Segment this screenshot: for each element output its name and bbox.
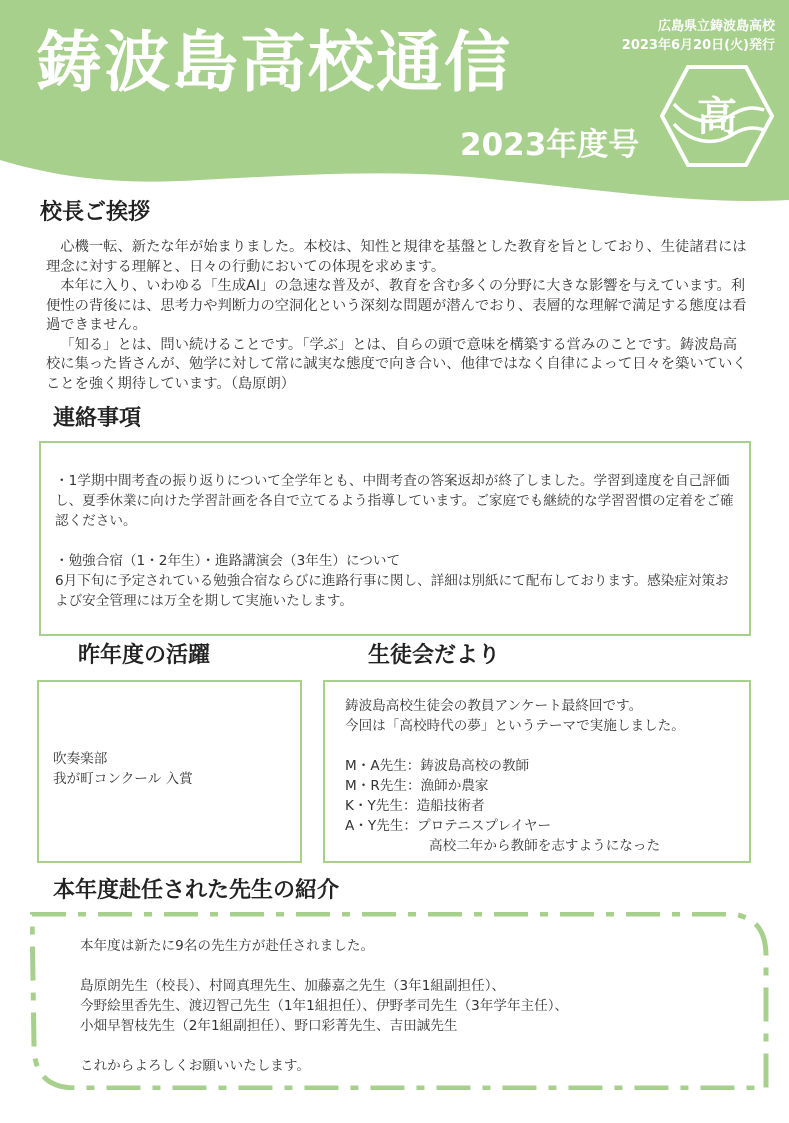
notice-item: ・1学期中間考査の振り返りについて全学年とも、中間考査の答案返却が終了しました。学習到達度を自己評価し、夏季休業に向けた学習計画を各自で立てるよう指導しています。ご家庭でも継続的な学習習慣の定着をご確認ください。 <box>55 473 734 529</box>
student-council-box <box>323 680 751 863</box>
principal-greeting-body <box>46 238 748 394</box>
council-intro-line: 鋳波島高校生徒会の教員アンケート最終回です。 <box>345 698 643 714</box>
school-name: 広島県立鋳波島高校 <box>657 19 775 34</box>
emblem-character: 高 <box>697 94 737 140</box>
survey-answer: A・Y先生：プロテニスプレイヤー <box>345 818 552 834</box>
new-teachers-heading: 本年度赴任された先生の紹介 <box>53 878 340 903</box>
greeting-paragraph: 心機一転、新たな年が始まりました。本校は、知性と規律を基盤とした教育を旨としており、生徒諸君には理念に対する理解と、日々の行動においての体現を求めます。 <box>46 239 747 275</box>
achievement-line: 我が町コンクール 入賞 <box>53 771 193 787</box>
survey-answer: M・A先生：鋳波島高校の教師 <box>345 758 530 774</box>
principal-greeting-heading: 校長ご挨拶 <box>40 200 151 225</box>
survey-answer: K・Y先生：造船技術者 <box>345 798 485 814</box>
student-council-heading: 生徒会だより <box>368 643 501 668</box>
survey-answer-continuation: 高校二年から教師を志すようになった <box>429 838 661 854</box>
teacher-names-line: 今野絵里香先生、渡辺智己先生（1年1組担任）、伊野孝司先生（3年学年主任）、 <box>80 998 569 1014</box>
teacher-names-line: 小畑早智枝先生（2年1組副担任）、野口彩菁先生、吉田誠先生 <box>80 1018 458 1034</box>
new-teachers-closing: これからよろしくお願いいたします。 <box>80 1058 311 1074</box>
greeting-paragraph: 本年に入り、いわゆる「生成AI」の急速な普及が、教育を含む多くの分野に大きな影響を与えています。利便性の背後には、思考力や判断力の空洞化という深刻な問題が潜んでおり、表層的な理解で満足する態度は看過できません。 <box>46 278 747 333</box>
newsletter-title: 鋳波島高校通信 <box>36 24 512 101</box>
council-intro-line: 今回は「高校時代の夢」というテーマで実施しました。 <box>345 718 685 734</box>
notices-heading: 連絡事項 <box>53 406 142 431</box>
achievement-line: 吹奏楽部 <box>53 751 108 767</box>
school-emblem <box>660 64 774 168</box>
notices-box <box>39 441 751 636</box>
achievements-heading: 昨年度の活躍 <box>78 643 211 668</box>
achievements-box <box>37 680 302 863</box>
new-teachers-body <box>80 936 740 1076</box>
teacher-names-line: 島原朗先生（校長）、村岡真理先生、加藤嘉之先生（3年1組副担任）、 <box>80 978 506 994</box>
issue-date: 2023年6月20日(火)発行 <box>621 38 775 53</box>
edition-label: 2023年度号 <box>460 127 640 163</box>
greeting-paragraph: 「知る」とは、問い続けることです。「学ぶ」とは、自らの頭で意味を構築する営みのことです。鋳波島高校に集った皆さんが、勉学に対して常に誠実な態度で向き合い、他律ではなく自律によって日々を築いていくことを強く期待しています。（島原朗） <box>46 336 747 392</box>
survey-answer: M・R先生：漁師か農家 <box>345 778 489 794</box>
new-teachers-intro: 本年度は新たに9名の先生方が赴任されました。 <box>80 938 375 954</box>
notice-item: 6月下旬に予定されている勉強合宿ならびに進路行事に関し、詳細は別紙にて配布しております。感染症対策および安全管理には万全を期して実施いたします。 <box>55 573 729 609</box>
notice-item: ・勉強合宿（1・2年生）・進路講演会（3年生）について <box>55 553 401 569</box>
